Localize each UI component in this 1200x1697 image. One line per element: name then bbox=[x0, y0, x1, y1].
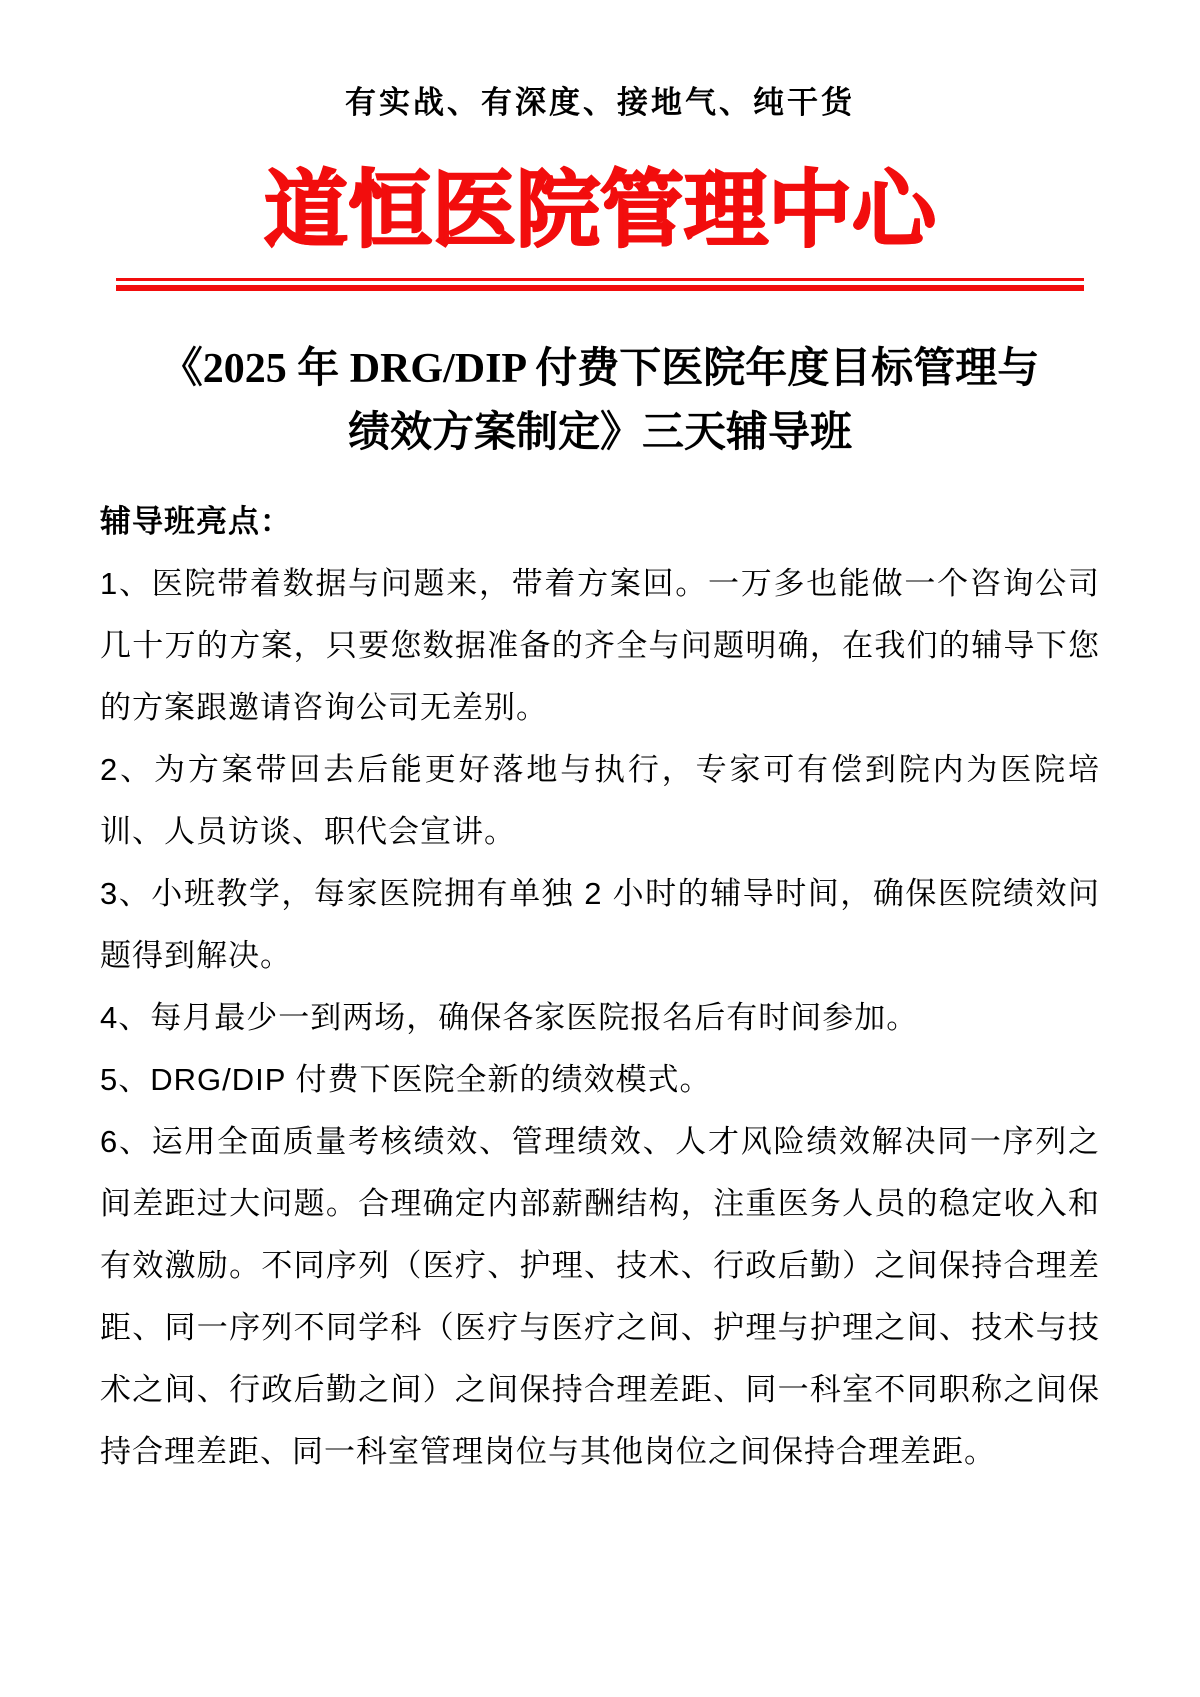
highlight-item-6: 6、运用全面质量考核绩效、管理绩效、人才风险绩效解决同一序列之间差距过大问题。合理确定内部薪酬结构，注重医务人员的稳定收入和有效激励。不同序列（医疗、护理、技术、行政后勤）之间保持合理差距、同一序列不同学科（医疗与医疗之间、护理与护理之间、技术与技术之间、行政后勤之间）之间保持合理差距、同一科室不同职称之间保持合理差距、同一科室管理岗位与其他岗位之间保持合理差距。 bbox=[100, 1123, 1100, 1469]
highlights-heading: 辅导班亮点： bbox=[100, 503, 292, 539]
brand-underline-rule bbox=[116, 278, 1084, 291]
course-title bbox=[0, 337, 1200, 465]
highlight-item-4: 4、每月最少一到两场，确保各家医院报名后有时间参加。 bbox=[100, 999, 919, 1035]
course-title-line2: 绩效方案制定》三天辅导班 bbox=[347, 409, 852, 456]
highlight-item-2: 2、为方案带回去后能更好落地与执行，专家可有偿到院内为医院培训、人员访谈、职代会宣讲。 bbox=[100, 751, 1100, 849]
course-title-line1: 《2025 年 DRG/DIP 付费下医院年度目标管理与 bbox=[160, 345, 1040, 392]
highlights-section bbox=[100, 491, 1100, 1483]
tagline-text: 有实战、有深度、接地气、纯干货 bbox=[345, 85, 855, 120]
brand-title: 道恒医院管理中心 bbox=[263, 162, 936, 257]
highlight-item-1: 1、医院带着数据与问题来，带着方案回。一万多也能做一个咨询公司几十万的方案，只要您数据准备的齐全与问题明确，在我们的辅导下您的方案跟邀请咨询公司无差别。 bbox=[100, 565, 1100, 725]
highlight-item-5: 5、DRG/DIP 付费下医院全新的绩效模式。 bbox=[100, 1061, 712, 1097]
highlight-item-3: 3、小班教学，每家医院拥有单独 2 小时的辅导时间，确保医院绩效问题得到解决。 bbox=[100, 875, 1100, 973]
